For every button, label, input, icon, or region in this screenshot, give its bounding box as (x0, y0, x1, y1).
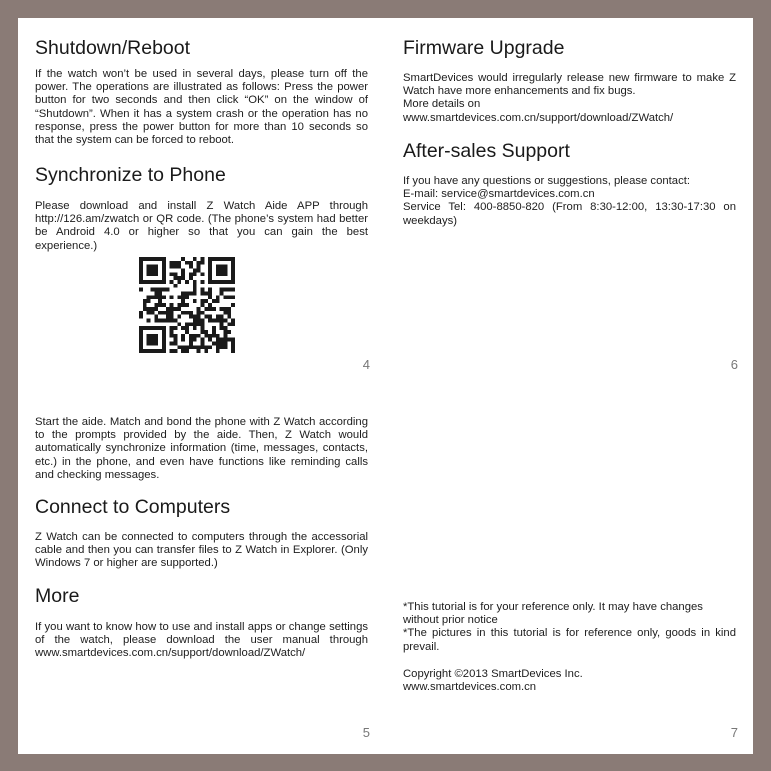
disclaimer-note-1: *This tutorial is for your reference only. It may have changes without prior notice (403, 601, 703, 627)
more-body: If you want to know how to use and install apps or change settings of the watch, please download the user manual through www.smartdevices.com.cn/support/download/ZWatch/ (35, 621, 368, 660)
firmware-details-url: www.smartdevices.com.cn/support/download/ZWatch/ (403, 111, 674, 124)
page-number: 5 (362, 725, 370, 740)
section-aftersales (403, 140, 736, 162)
more-heading: More (35, 585, 80, 607)
aftersales-body-block (403, 175, 736, 228)
copyright-block (403, 668, 736, 694)
aftersales-intro: If you have any questions or suggestions, please contact: (403, 175, 690, 187)
notes-block (403, 601, 736, 654)
aftersales-heading: After-sales Support (403, 140, 570, 162)
sync-body-block (35, 200, 368, 253)
page-6 (386, 18, 753, 386)
firmware-body-block (403, 72, 736, 125)
copyright-text: Copyright ©2013 SmartDevices Inc. (403, 668, 583, 680)
firmware-heading: Firmware Upgrade (403, 37, 565, 59)
section-computers (35, 496, 368, 518)
firmware-details-label: More details on (403, 98, 481, 111)
shutdown-body-block (35, 68, 368, 147)
page-7 (386, 386, 753, 754)
section-more (35, 585, 368, 607)
section-shutdown (35, 37, 368, 59)
sync-heading: Synchronize to Phone (35, 164, 226, 186)
page-4 (18, 18, 385, 386)
page-number: 6 (730, 357, 738, 372)
computers-heading: Connect to Computers (35, 496, 231, 518)
computers-body-block (35, 531, 368, 571)
computers-body: Z Watch can be connected to computers through the accessorial cable and then you can transfer files to Z Watch in Explorer. (Only Windows 7 or higher are supported.) (35, 531, 368, 570)
more-body-block (35, 621, 368, 661)
section-sync (35, 164, 368, 186)
aftersales-email: E-mail: service@smartdevices.com.cn (403, 188, 595, 201)
page-5 (18, 386, 385, 754)
sync-continued-body: Start the aide. Match and bond the phone with Z Watch according to the prompts provided by the aide. Then, Z Watch would automatically synchronize information (time, messages, contacts, etc.) in the phone, and even have functions like reminding calls and checking messages. (35, 416, 368, 481)
qr-code-image (139, 257, 235, 353)
page-number: 7 (730, 725, 738, 740)
manual-sheet (18, 18, 753, 754)
shutdown-body: If the watch won’t be used in several days, please turn off the power. The operations are illustrated as follows: Press the power button for two seconds and then click “OK” on the window of “Shutdown”. When it has a system crash or the operation has no response, press the power button for more than 10 seconds so that the system can be forced to reboot. (35, 68, 368, 147)
aftersales-tel: Service Tel: 400-8850-820 (From 8:30-12:00, 13:30-17:30 on weekdays) (403, 201, 736, 227)
page-number: 4 (362, 357, 370, 372)
section-firmware (403, 37, 736, 59)
disclaimer-note-2: *The pictures in this tutorial is for reference only, goods in kind prevail. (403, 627, 736, 653)
website-text: www.smartdevices.com.cn (403, 681, 537, 694)
sync-continued-block (35, 416, 368, 482)
sync-body: Please download and install Z Watch Aide APP through http://126.am/zwatch or QR code. (The phone’s system had better be Android 4.0 or higher so that you can gain the best experience.) (35, 200, 368, 252)
shutdown-heading: Shutdown/Reboot (35, 37, 191, 59)
firmware-body: SmartDevices would irregularly release new firmware to make Z Watch have more enhancements and fix bugs. (403, 72, 736, 98)
